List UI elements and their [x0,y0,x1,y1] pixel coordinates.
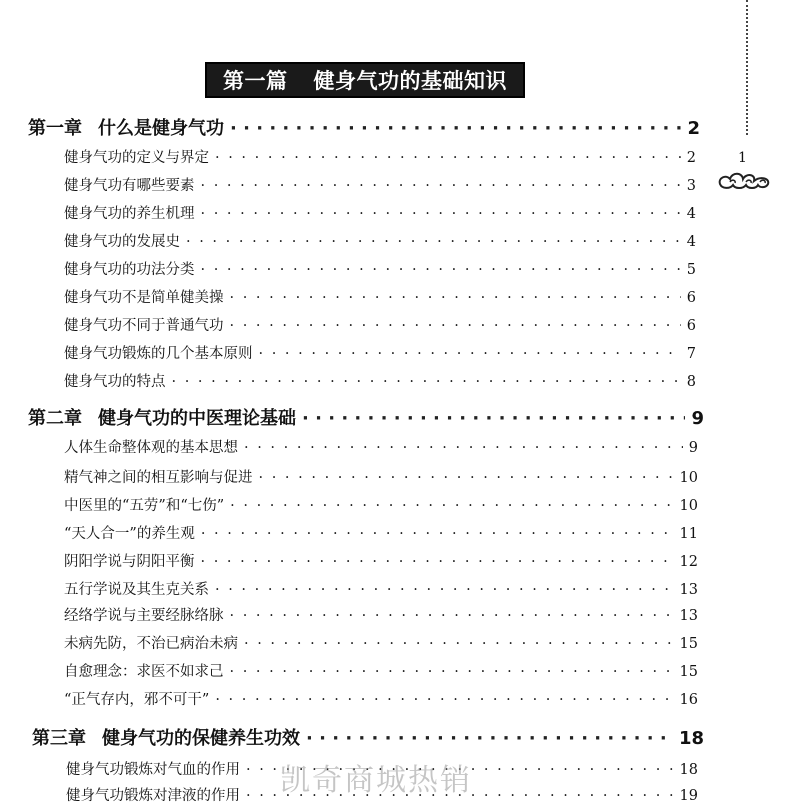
toc-entry[interactable] [64,688,698,709]
dot-leader [244,636,674,652]
dot-leader [230,498,673,514]
toc-entry[interactable] [64,660,698,681]
toc-entry[interactable] [64,230,696,251]
dot-leader [230,290,681,306]
entry-page: 11 [679,526,698,542]
dot-leader [201,262,681,278]
toc-entry[interactable] [64,202,696,223]
entry-page: 6 [686,290,696,306]
entry-page: 10 [679,498,698,514]
entry-title: 经络学说与主要经脉络脉 [64,608,224,624]
chapter-number: 第二章 [28,408,82,429]
entry-page: 13 [679,608,698,624]
entry-title: 五行学说及其生克关系 [64,582,209,598]
entry-page: 7 [686,346,696,362]
chapter-title: 什么是健身气功 [98,118,224,139]
toc-entry[interactable] [64,466,698,487]
toc-entry[interactable] [64,370,696,391]
dot-leader [201,206,681,222]
entry-page: 3 [686,178,696,194]
toc-entry[interactable] [64,632,698,653]
chapter-title: 健身气功的中医理论基础 [98,408,296,429]
toc-entry[interactable] [64,604,698,625]
toc-entry[interactable] [64,174,696,195]
chapter-page: 18 [678,728,704,749]
toc-entry[interactable] [64,550,698,571]
chapter-number: 第一章 [28,118,82,139]
toc-entry[interactable] [64,578,698,599]
part-label: 第一篇 [223,69,288,93]
entry-title: 健身气功锻炼对气血的作用 [66,762,240,778]
entry-page: 8 [686,374,696,390]
dot-leader [306,728,673,749]
dot-leader [215,692,673,708]
entry-title: 精气神之间的相互影响与促进 [64,470,253,486]
toc-entry[interactable] [64,342,696,363]
entry-page: 18 [679,762,698,778]
entry-title: 健身气功的定义与界定 [64,150,209,166]
chapter-title: 健身气功的保健养生功效 [102,728,300,749]
dot-leader [215,582,674,598]
dot-leader [244,440,683,456]
entry-page: 4 [686,234,696,250]
part-title-banner [205,62,525,98]
margin-dotted-line [746,0,748,135]
dot-leader [172,374,681,390]
toc-entry[interactable] [64,258,696,279]
dot-leader [230,318,681,334]
chapter-row[interactable] [28,404,704,430]
toc-entry[interactable] [64,436,698,457]
entry-page: 10 [679,470,698,486]
entry-page: 9 [688,440,698,456]
entry-page: 15 [679,636,698,652]
entry-page: 19 [679,788,698,804]
cloud-ornament-icon [716,168,776,190]
dot-leader [302,408,685,429]
chapter-page: 9 [691,408,704,429]
dot-leader [201,526,674,542]
entry-title: 健身气功的功法分类 [64,262,195,278]
entry-title: 人体生命整体观的基本思想 [64,440,238,456]
dot-leader [259,470,674,486]
entry-title: 阴阳学说与阴阳平衡 [64,554,195,570]
entry-title: 自愈理念：求医不如求己 [64,664,224,680]
entry-title: “正气存内，邪不可干” [64,692,210,708]
entry-page: 16 [679,692,698,708]
dot-leader [230,608,674,624]
chapter-page: 2 [687,118,700,139]
entry-title: 健身气功的养生机理 [64,206,195,222]
chapter-row[interactable] [32,724,704,750]
dot-leader [259,346,681,362]
watermark-text: 凯奇商城热销 [280,763,472,798]
entry-title: 健身气功锻炼的几个基本原则 [64,346,253,362]
part-title-text: 健身气功的基础知识 [313,69,507,93]
entry-title: 健身气功不同于普通气功 [64,318,224,334]
toc-entry[interactable] [64,286,696,307]
entry-title: 健身气功的发展史 [64,234,180,250]
toc-entry[interactable] [64,494,698,515]
entry-title: 健身气功锻炼对津液的作用 [66,788,240,804]
dot-leader [186,234,681,250]
entry-title: 健身气功不是简单健美操 [64,290,224,306]
entry-page: 5 [686,262,696,278]
entry-page: 6 [686,318,696,334]
dot-leader [230,118,681,139]
toc-entry[interactable] [64,146,696,167]
chapter-row[interactable] [28,114,700,140]
entry-page: 13 [679,582,698,598]
dot-leader [215,150,681,166]
dot-leader [230,664,674,680]
entry-page: 15 [679,664,698,680]
entry-page: 2 [686,150,696,166]
entry-title: 健身气功有哪些要素 [64,178,195,194]
entry-page: 4 [686,206,696,222]
toc-entry[interactable] [64,522,698,543]
entry-page: 12 [679,554,698,570]
dot-leader [201,178,681,194]
entry-title: 中医里的“五劳”和“七伤” [64,498,225,514]
entry-title: “天人合一”的养生观 [64,526,195,542]
entry-title: 健身气功的特点 [64,374,166,390]
dot-leader [201,554,674,570]
chapter-number: 第三章 [32,728,86,749]
toc-entry[interactable] [64,314,696,335]
entry-title: 未病先防，不治已病治未病 [64,636,238,652]
side-page-number: 1 [738,150,747,166]
